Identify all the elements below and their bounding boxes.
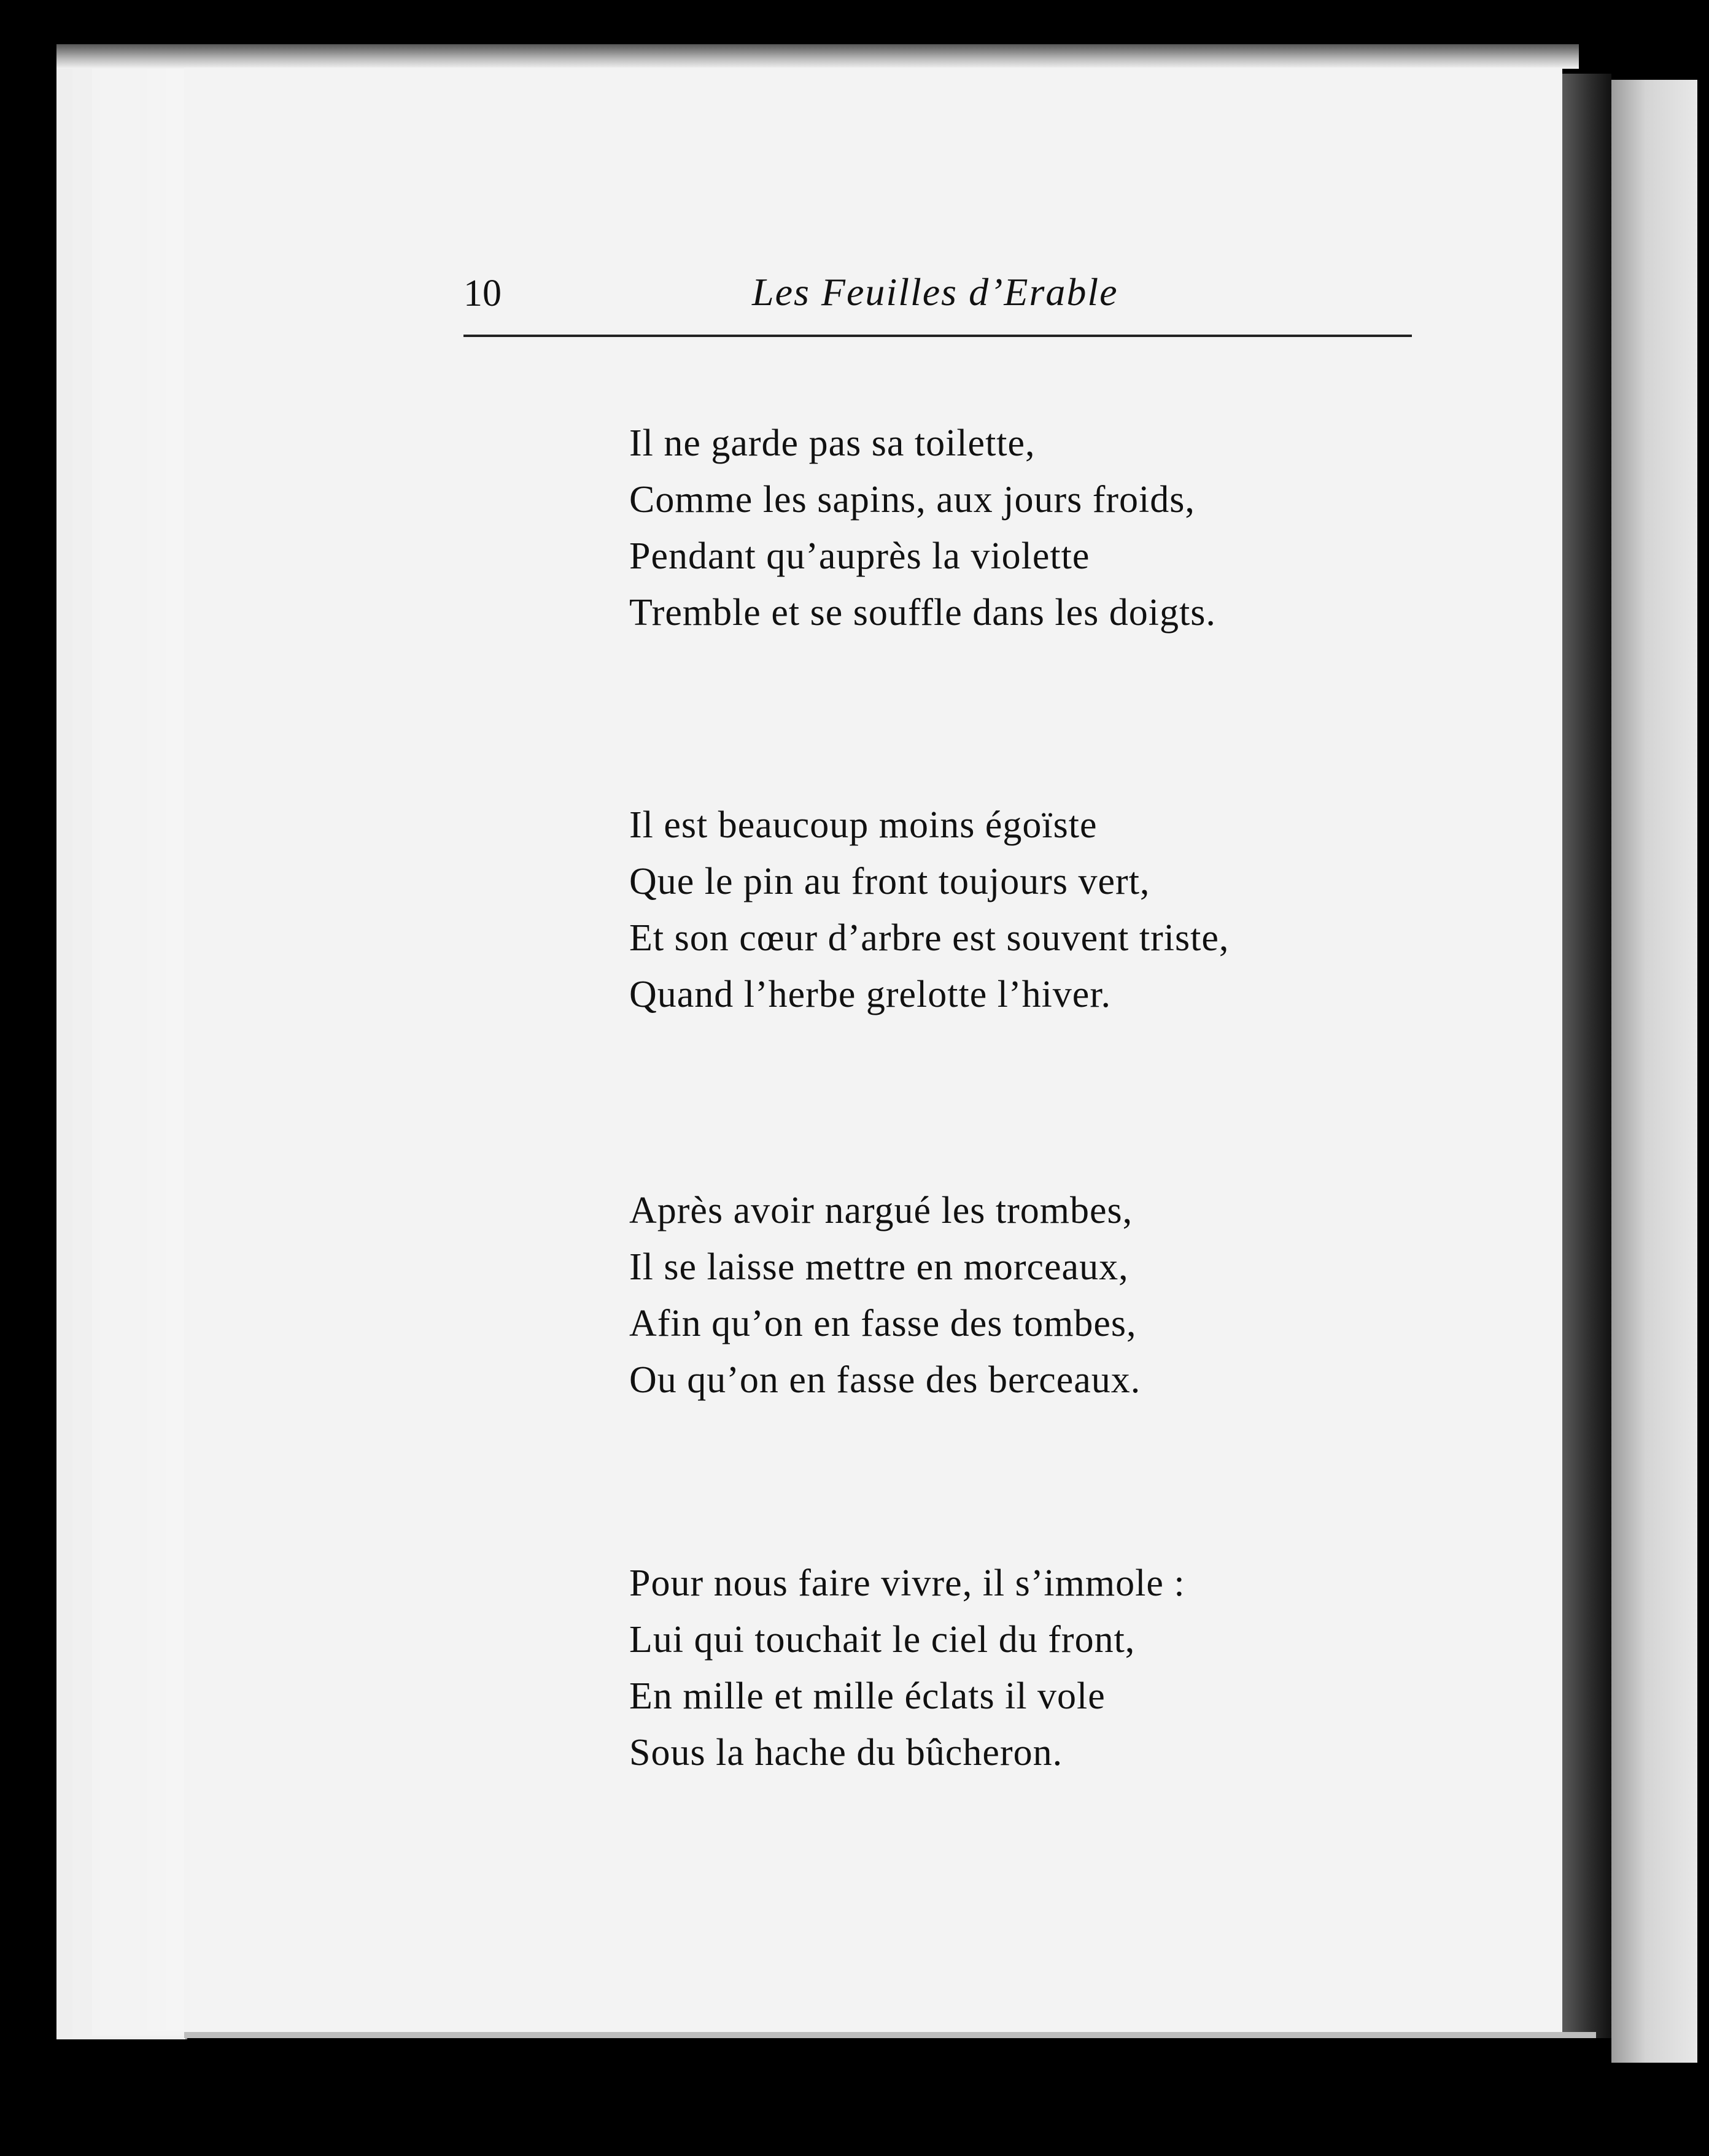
top-edge-shadow — [56, 44, 1579, 69]
binding-gutter — [1562, 74, 1611, 2038]
verse-line: Après avoir nargué les trombes, — [629, 1190, 1133, 1231]
verse-line: Sous la hache du bûcheron. — [629, 1732, 1063, 1774]
verse-line: Tremble et se souffle dans les doigts. — [629, 592, 1216, 634]
verse-line: En mille et mille éclats il vole — [629, 1675, 1106, 1717]
running-head — [463, 261, 1412, 337]
bottom-page-edge — [184, 2032, 1596, 2038]
verse-line: Pendant qu’auprès la violette — [629, 535, 1090, 577]
verse-line: Que le pin au front toujours vert, — [629, 861, 1150, 902]
facing-page-edge — [1611, 80, 1697, 2063]
running-title: Les Feuilles d’Erable — [752, 270, 1118, 314]
verse-line: Ou qu’on en fasse des berceaux. — [629, 1359, 1141, 1401]
poem-stanza — [629, 1182, 1397, 1408]
verse-line: Il est beaucoup moins égoïste — [629, 804, 1098, 846]
page-number: 10 — [463, 273, 502, 314]
verse-line: Quand l’herbe grelotte l’hiver. — [629, 974, 1112, 1015]
verse-line: Pour nous faire vivre, il s’immole : — [629, 1562, 1185, 1604]
poem-stanza — [629, 1555, 1397, 1781]
verse-line: Il se laisse mettre en morceaux, — [629, 1246, 1129, 1288]
verse-line: Lui qui touchait le ciel du front, — [629, 1619, 1136, 1661]
poem-stanza — [629, 797, 1397, 1023]
verse-line: Il ne garde pas sa toilette, — [629, 422, 1036, 464]
verse-line: Afin qu’on en fasse des tombes, — [629, 1303, 1137, 1344]
poem-stanza — [629, 415, 1397, 641]
verse-line: Et son cœur d’arbre est souvent triste, — [629, 917, 1230, 959]
verse-line: Comme les sapins, aux jours froids, — [629, 479, 1195, 521]
